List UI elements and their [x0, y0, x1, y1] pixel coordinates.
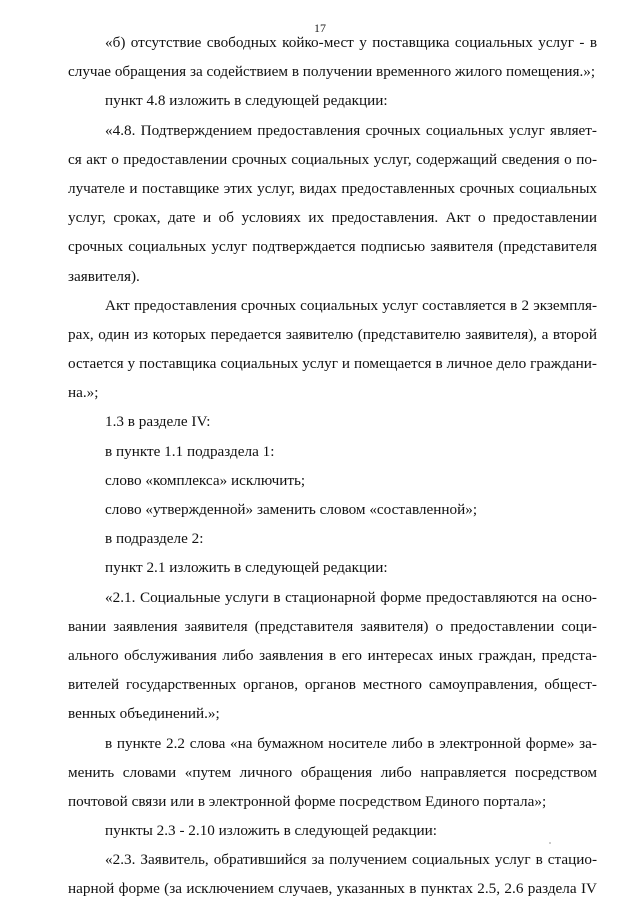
text-line: пункты 2.3 - 2.10 изложить в следующей редакции: — [105, 822, 438, 840]
text-line: пункт 2.1 изложить в следующей редакции: — [105, 559, 388, 577]
text-line: Акт предоставления срочных социальных услуг составляется в 2 экземпля- — [105, 296, 597, 314]
text-line: слово «комплекса» исключить; — [105, 471, 306, 489]
text-line: в пункте 2.2 слова «на бумажном носителе либо в электронной форме» за- — [105, 734, 597, 752]
text-line: на.»; — [68, 384, 99, 402]
text-line: «2.3. Заявитель, обратившийся за получением социальных услуг в стацио- — [105, 851, 597, 869]
text-line: рах, один из которых передается заявителю (представителю заявителя), а второй — [68, 325, 597, 343]
text-line: случае обращения за содействием в получении временного жилого помещения.»; — [68, 63, 596, 81]
text-line: пункт 4.8 изложить в следующей редакции: — [105, 92, 388, 110]
text-line: «2.1. Социальные услуги в стационарной форме предоставляются на осно- — [105, 588, 597, 606]
text-line: 1.3 в разделе IV: — [105, 413, 211, 431]
text-line: вании заявления заявителя (представителя заявителя) о предоставлении соци- — [68, 617, 597, 635]
text-line: «4.8. Подтверждением предоставления срочных социальных услуг являет- — [105, 121, 597, 139]
text-line: слово «утвержденной» заменить словом «составленной»; — [105, 501, 478, 518]
text-line: в подразделе 2: — [105, 530, 204, 548]
text-line: вителей государственных органов, органов местного самоуправления, общест- — [68, 676, 597, 694]
text-line: срочных социальных услуг подтверждается подписью заявителя (представителя — [68, 238, 597, 256]
text-line: менить словами «путем личного обращения либо направляется посредством — [68, 763, 597, 781]
text-line: услуг, сроках, дате и об условиях их предоставления. Акт о предоставлении — [68, 209, 597, 227]
page-number: 17 — [314, 21, 326, 35]
text-line: венных объединений.»; — [68, 705, 220, 723]
text-line: нарной форме (за исключением случаев, указанных в пунктах 2.5, 2.6 раздела IV — [68, 880, 597, 898]
scan-speck — [549, 842, 551, 844]
text-line: почтовой связи или в электронной форме посредством Единого портала»; — [68, 792, 547, 810]
text-line: в пункте 1.1 подраздела 1: — [105, 442, 275, 460]
text-line: остается у поставщика социальных услуг и помещается в личное дело граждани- — [68, 355, 597, 373]
text-line: заявителя). — [68, 267, 140, 285]
text-line: лучателе и поставщике этих услуг, видах предоставленных срочных социальных — [68, 179, 597, 197]
text-line: ся акт о предоставлении срочных социальных услуг, содержащий сведения о по- — [68, 150, 597, 168]
text-line: «б) отсутствие свободных койко-мест у поставщика социальных услуг - в — [105, 34, 597, 51]
text-line: ального обслуживания либо заявления в его интересах иных граждан, предста- — [68, 646, 597, 664]
document-body — [68, 28, 597, 904]
